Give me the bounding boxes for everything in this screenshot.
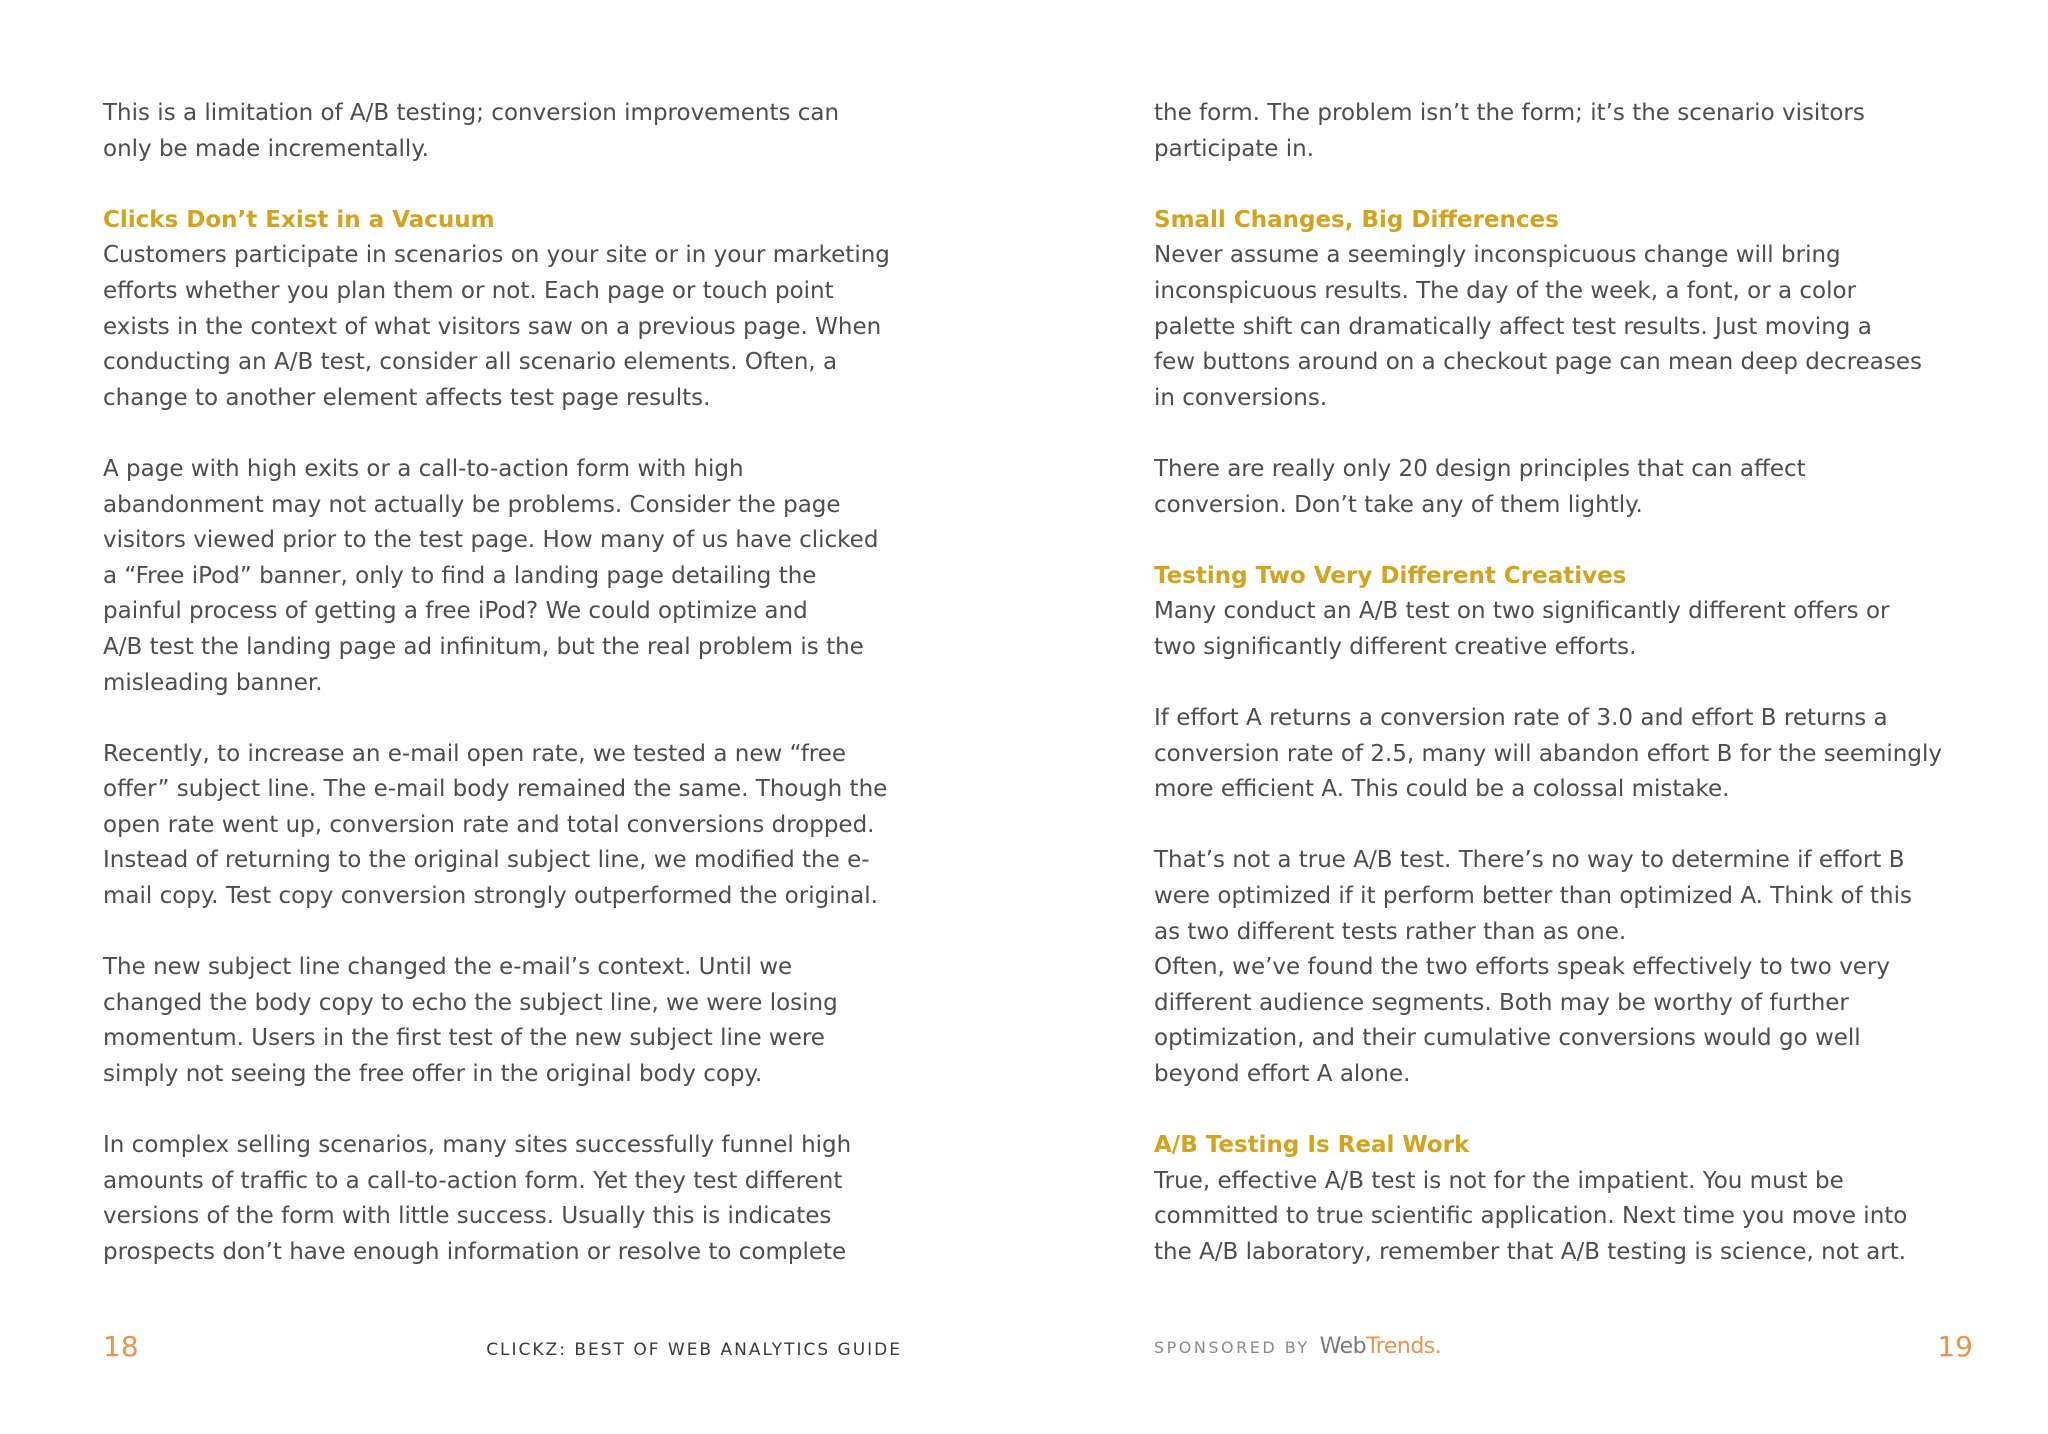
section-heading: A/B Testing Is Real Work <box>1154 1132 1470 1159</box>
footer-guide-title: CLICKZ: BEST OF WEB ANALYTICS GUIDE <box>486 1340 902 1360</box>
body-paragraph: Never assume a seemingly inconspicuous change will bring inconspicuous results. The day of the week, a font, or a color palette shift can dramatically affect test results. Just moving a few buttons around on a checkout page can mean deep decreases in conversions. <box>1154 242 1923 411</box>
body-paragraph: The new subject line changed the e-mail’s context. Until we changed the body copy to echo the subject line, we were losing momentum. Users in the first test of the new subject line were simply not seeing the free offer in the original body copy. <box>103 954 838 1088</box>
body-paragraph: A page with high exits or a call-to-action form with high abandonment may not actually be problems. Consider the page visitors viewed prior to the test page. How many of us have clicked a “Free iPod” banner, only to find a landing page detailing the painful process of getting a free iPod? We could optimize and A/B test the landing page ad infinitum, but the real problem is the misleading banner. <box>103 455 879 696</box>
logo-trends-text: Trends <box>1366 1334 1435 1359</box>
body-paragraph: Recently, to increase an e-mail open rate, we tested a new “free offer” subject line. The e-mail body remained the same. Though the open rate went up, conversion rate and total conversions dropped. Instead of returning to the original subject line, we modified the e- mail copy. Test copy conversion strongly outperformed the original. <box>103 740 888 910</box>
body-paragraph: There are really only 20 design principles that can affect conversion. Don’t take any of them lightly. <box>1154 455 1806 518</box>
webtrends-logo <box>1320 1334 1442 1359</box>
body-paragraph: This is a limitation of A/B testing; conversion improvements can only be made incrementally. <box>103 100 840 162</box>
body-paragraph: In complex selling scenarios, many sites successfully funnel high amounts of traffic to a call-to-action form. Yet they test different versions of the form with little success. Usually this is indicates prospects don’t have enough information or resolve to complete <box>103 1132 852 1265</box>
left-text-column <box>103 96 923 1306</box>
body-paragraph: Customers participate in scenarios on your site or in your marketing efforts whether you plan them or not. Each page or touch point exists in the context of what visitors saw on a previous page. When conducting an A/B test, consider all scenario elements. Often, a change to another element affects test page results. <box>103 242 890 411</box>
logo-dot: . <box>1434 1334 1442 1359</box>
body-paragraph: Often, we’ve found the two efforts speak effectively to two very different audience segments. Both may be worthy of further optimization, and their cumulative conversions would go well beyond effort A alone. <box>1154 954 1891 1088</box>
sponsor-line <box>1154 1334 1441 1359</box>
logo-web-text: Web <box>1319 1334 1367 1359</box>
body-paragraph: the form. The problem isn’t the form; it’s the scenario visitors participate in. <box>1154 100 1865 162</box>
page-number-left: 18 <box>103 1330 139 1363</box>
body-paragraph: If effort A returns a conversion rate of 3.0 and effort B returns a conversion rate of 2.5, many will abandon effort B for the seemingly more efficient A. This could be a colossal mistake. <box>1154 705 1942 803</box>
body-paragraph: Many conduct an A/B test on two significantly different offers or two significantly different creative efforts. <box>1154 598 1890 660</box>
body-paragraph: True, effective A/B test is not for the impatient. You must be committed to true scientific application. Next time you move into the A/B laboratory, remember that A/B testing is science, not art. <box>1154 1167 1908 1265</box>
section-heading: Testing Two Very Different Creatives <box>1154 562 1627 589</box>
body-paragraph: That’s not a true A/B test. There’s no way to determine if effort B were optimized if it perform better than optimized A. Think of this as two different tests rather than as one. <box>1154 847 1912 945</box>
right-page <box>1024 0 2048 1434</box>
section-heading: Small Changes, Big Differences <box>1154 206 1559 233</box>
section-heading: Clicks Don’t Exist in a Vacuum <box>103 206 495 233</box>
sponsor-label: SPONSORED BY <box>1154 1338 1310 1357</box>
right-text-column <box>1154 96 1990 1306</box>
page-number-right: 19 <box>1937 1330 1973 1363</box>
